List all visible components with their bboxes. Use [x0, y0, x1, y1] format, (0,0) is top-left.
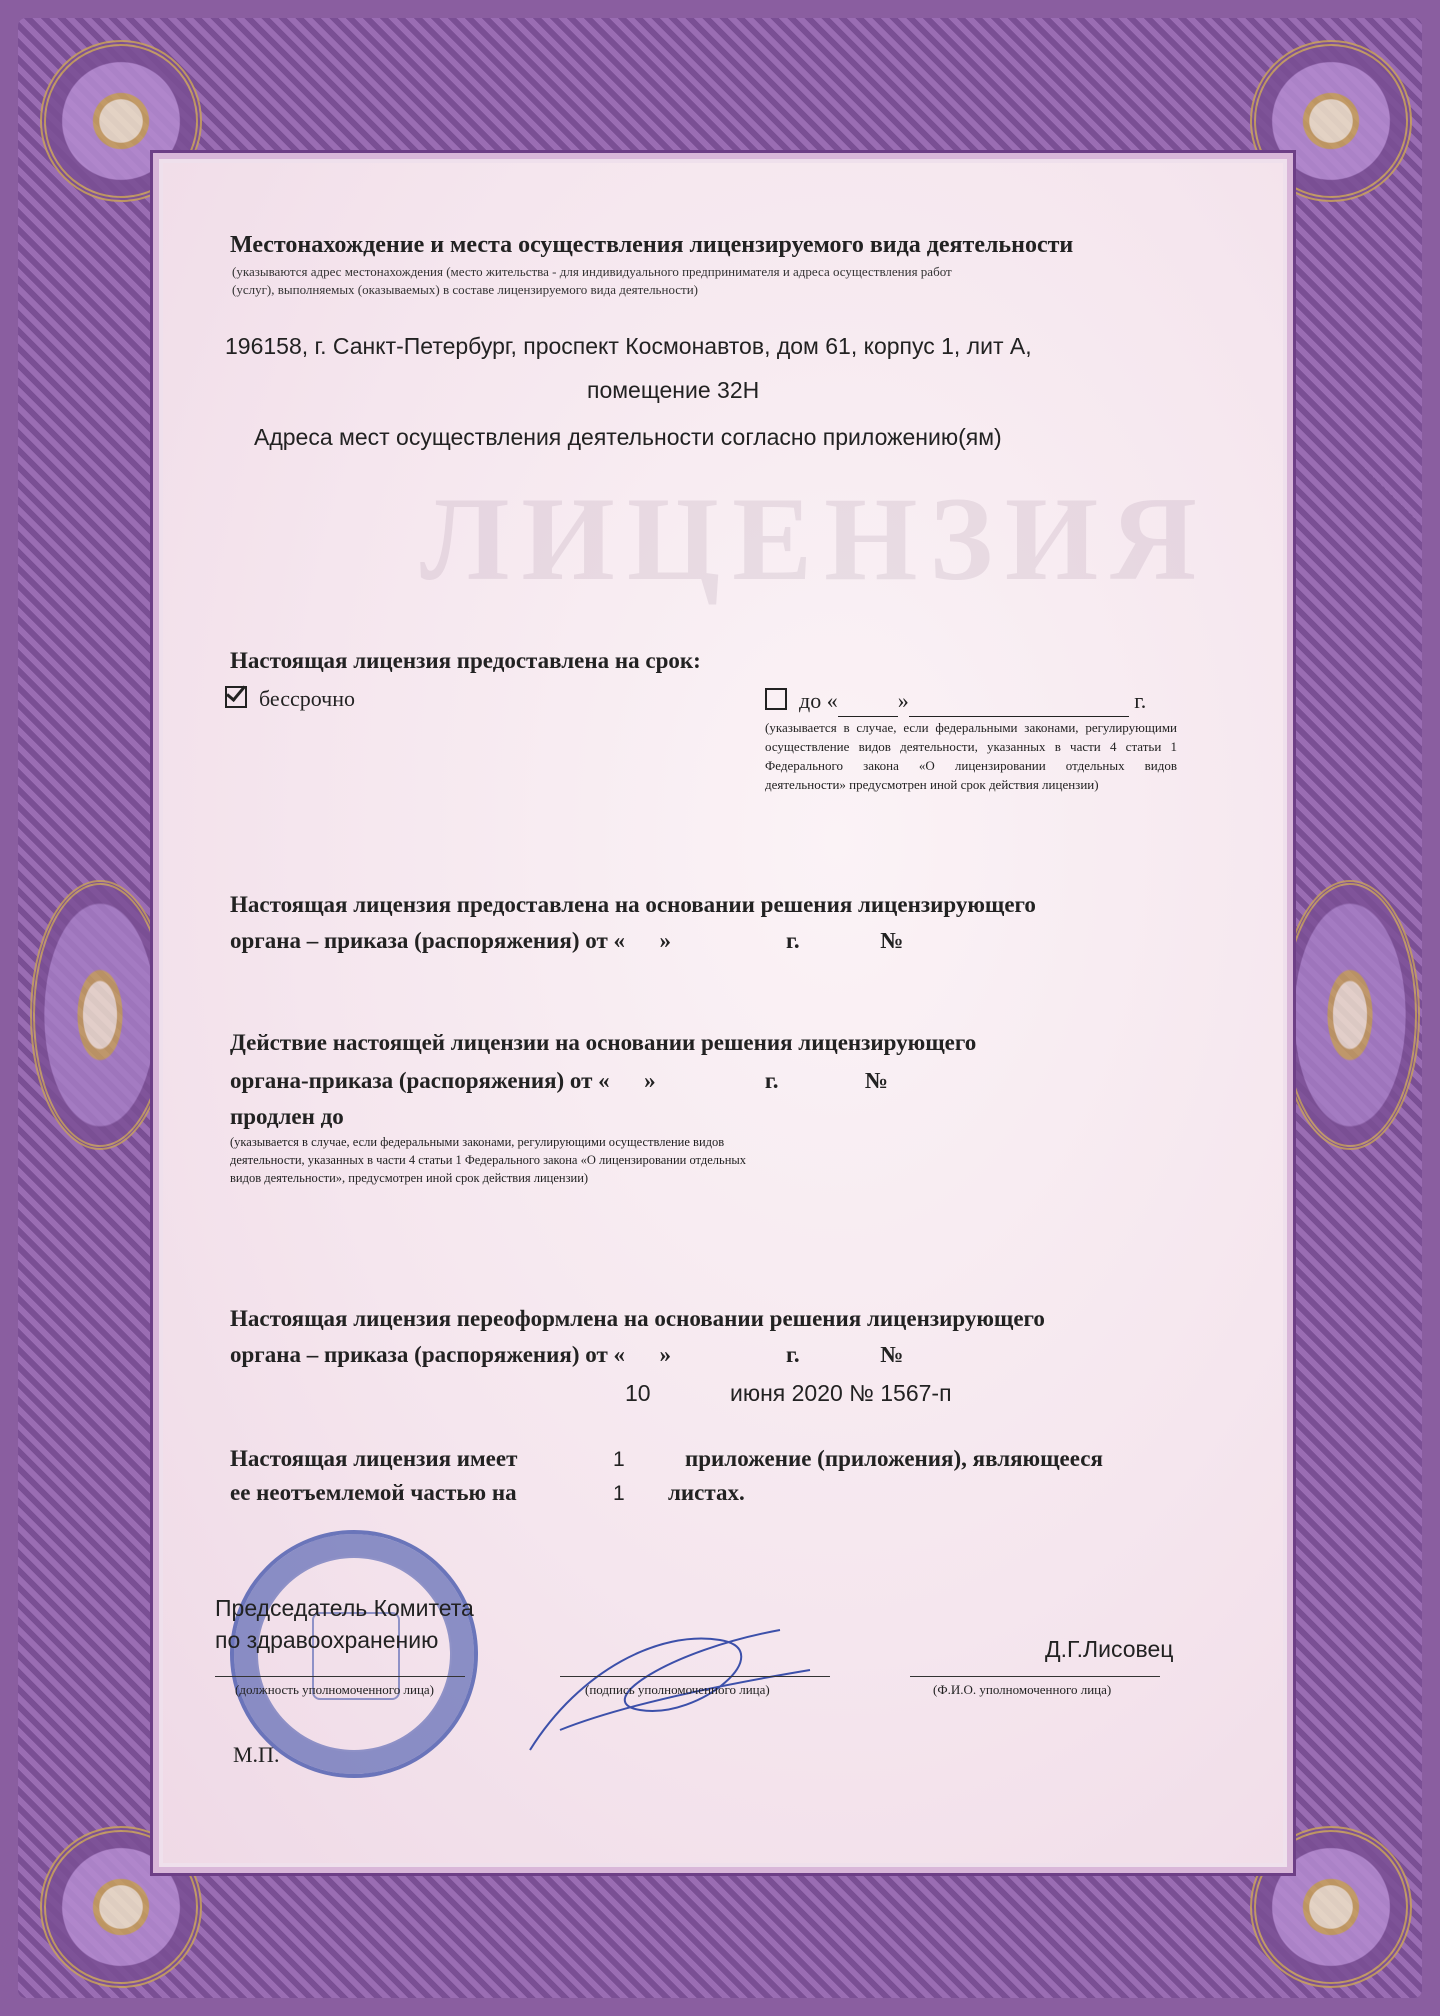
until-day-blank	[838, 690, 898, 717]
term-unlimited-label: бессрочно	[259, 686, 356, 711]
term-until-note: (указывается в случае, если федеральными законами, регулирующими осуществление видов деятельности, указанных в части 4 статьи 1 Федерального закона «О лицензировании отдельных видов деятельности» предусмотрен иной срок действия лицензии)	[765, 720, 1177, 792]
appendix-line1-start: Настоящая лицензия имеет	[230, 1446, 518, 1471]
signer-name: Д.Г.Лисовец	[1045, 1636, 1174, 1662]
basis-line2: органа – приказа (распоряжения) от « » г. №	[230, 928, 904, 953]
extension-line2: органа-приказа (распоряжения) от « » г. №	[230, 1068, 888, 1093]
reissue-line2: органа – приказа (распоряжения) от « » г. №	[230, 1342, 904, 1367]
side-ornament-left	[30, 880, 170, 1150]
extension-note-line1: (указывается в случае, если федеральными законами, регулирующими осуществление видов	[230, 1135, 725, 1149]
extension-line1: Действие настоящей лицензии на основании решения лицензирующего	[230, 1030, 977, 1055]
section-note-line1: (указываются адрес местонахождения (место жительства - для индивидуального предпринимателя и адреса осуществления работ	[232, 264, 952, 279]
checkbox-checked-icon	[225, 686, 247, 708]
position-caption: (должность уполномоченного лица)	[235, 1682, 435, 1697]
appendix-count: 1	[613, 1448, 625, 1471]
address-line1: 196158, г. Санкт-Петербург, проспект Космонавтов, дом 61, корпус 1, лит А,	[225, 333, 1032, 359]
official-seal-stamp	[230, 1530, 478, 1778]
appendix-line2-end: листах.	[668, 1480, 745, 1505]
address-line2: помещение 32Н	[587, 377, 760, 403]
section-title: Местонахождение и места осуществления лицензируемого вида деятельности	[230, 232, 1074, 258]
term-heading: Настоящая лицензия предоставлена на срок:	[230, 648, 701, 673]
extension-note-line2: деятельности, указанных в части 4 статьи 1 Федерального закона «О лицензировании отдельных	[230, 1153, 747, 1167]
name-underline	[910, 1676, 1160, 1677]
extension-note-line3: видов деятельности», предусмотрен иной срок действия лицензии)	[230, 1171, 589, 1185]
term-until-year-suffix: г.	[1134, 688, 1147, 713]
seal-place-mark: М.П.	[233, 1742, 280, 1767]
signature-underline	[560, 1676, 830, 1677]
signer-position-line1: Председатель Комитета	[215, 1595, 474, 1621]
signer-position-line2: по здравоохранению	[215, 1627, 439, 1653]
appendix-line1-end: приложение (приложения), являющееся	[685, 1446, 1103, 1471]
side-ornament-right	[1280, 880, 1420, 1150]
term-until-option	[765, 688, 1146, 717]
signature-caption: (подпись уполномоченного лица)	[585, 1682, 770, 1697]
checkbox-empty-icon	[765, 688, 787, 710]
extension-line3: продлен до	[230, 1104, 344, 1129]
term-until-label: до «	[799, 688, 838, 713]
address-locations-note: Адреса мест осуществления деятельности согласно приложению(ям)	[254, 424, 1002, 450]
appendix-sheets: 1	[613, 1482, 625, 1505]
basis-line1: Настоящая лицензия предоставлена на основании решения лицензирующего	[230, 892, 1036, 917]
name-caption: (Ф.И.О. уполномоченного лица)	[933, 1682, 1112, 1697]
reissue-date-number: июня 2020 № 1567-п	[730, 1380, 952, 1406]
background-watermark: ЛИЦЕНЗИЯ	[420, 472, 1209, 605]
position-underline	[215, 1676, 465, 1677]
appendix-line2-start: ее неотъемлемой частью на	[230, 1480, 517, 1505]
term-unlimited-option	[225, 686, 355, 712]
term-until-quote-close: »	[897, 688, 909, 713]
until-month-blank	[909, 690, 1129, 717]
section-note-line2: (услуг), выполняемых (оказываемых) в составе лицензируемого вида деятельности)	[232, 282, 699, 297]
reissue-day: 10	[625, 1380, 651, 1406]
reissue-line1: Настоящая лицензия переоформлена на основании решения лицензирующего	[230, 1306, 1045, 1331]
